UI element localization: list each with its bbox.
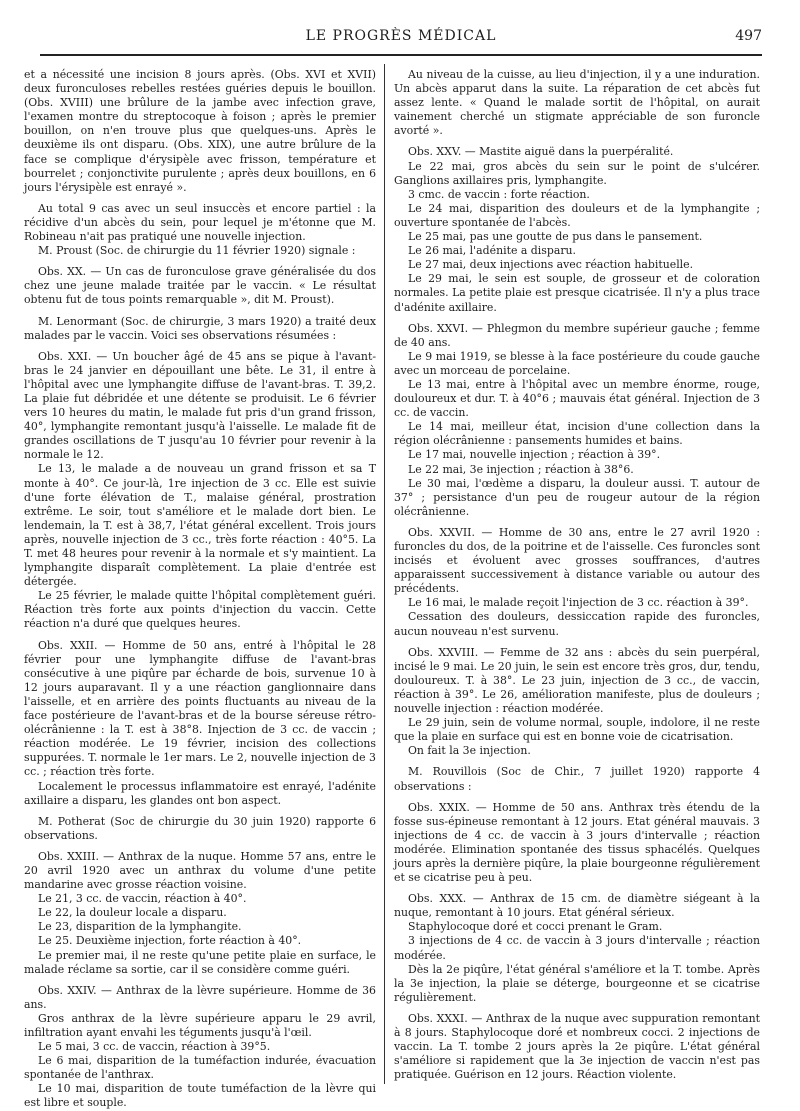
paragraph: Le 5 mai, 3 cc. de vaccin, réaction à 39°5.	[38, 1040, 271, 1054]
paragraph: Au niveau de la cuisse, au lieu d'injection, il y a une induration. Un abcès apparut dans la suite. La réparation de cet abcès fut assez lente. « Quand le malade sortit de l'hôpital, on aurait vainement cherché un stigmate appréciable de son furoncle avorté ».	[394, 68, 760, 138]
paragraph: Obs. XXVIII. — Femme de 32 ans : abcès du sein puerpéral, incisé le 9 mai. Le 20 juin, le sein est encore très gros, dur, tendu, douloureux. T. à 38°. Le 23 juin, injection de 3 cc., de vaccin, réaction à 39°. Le 26, amélioration manifeste, plus de douleurs ; nouvelle injection : réaction modérée.	[394, 645, 760, 716]
paragraph: Le 22 mai, gros abcès du sein sur le point de s'ulcérer. Ganglions axillaires pris, lymphangite.	[394, 159, 760, 187]
page-header	[40, 28, 762, 50]
paragraph: Le 9 mai 1919, se blesse à la face postérieure du coude gauche avec un morceau de porcelaine.	[394, 349, 760, 377]
paragraph: Localement le processus inflammatoire est enrayé, l'adénite axillaire a disparu, les glandes ont bon aspect.	[24, 779, 376, 807]
paragraph: Obs. XX. — Un cas de furonculose grave généralisée du dos chez une jeune malade traitée par le vaccin. « Le résultat obtenu fut de tous points remarquable », dit M. Proust).	[24, 265, 376, 307]
paragraph: Obs. XXIII. — Anthrax de la nuque. Homme 57 ans, entre le 20 avril 1920 avec un anthrax du volume d'une petite mandarine avec grosse réaction voisine.	[24, 849, 376, 892]
paragraph: Le 13, le malade a de nouveau un grand frisson et sa T monte à 40°. Ce jour-là, 1re injection de 3 cc. Elle est suivie d'une forte élévation de T., malaise général, prostration extrême. Le soir, tout s'améliore et le malade dort bien. Le lendemain, la T. est à 38,7, l'état général excellent. Trois jours après, nouvelle injection de 3 cc., très forte réaction : 40°5. La T. met 48 heures pour revenir à la normale et s'y maintient. La lymphangite disparaît complètement. La plaie d'entrée est détergée.	[24, 462, 376, 589]
paragraph: Gros anthrax de la lèvre supérieure apparu le 29 avril, infiltration ayant envahi les téguments jusqu'à l'œil.	[24, 1011, 376, 1039]
paragraph: Le 26 mai, l'adénite a disparu.	[408, 244, 576, 258]
paragraph: Le 27 mai, deux injections avec réaction habituelle.	[408, 258, 694, 272]
page-number: 497	[735, 28, 762, 44]
paragraph: Le 21, 3 cc. de vaccin, réaction à 40°.	[38, 892, 247, 906]
paragraph: Obs. XXXI. — Anthrax de la nuque avec suppuration remontant à 8 jours. Staphylocoque doré et nombreux cocci. 2 injections de vaccin. La T. tombe 2 jours après la 2e piqûre. L'état général s'améliore si rapidement que la 3e injection de vaccin n'est pas pratiquée. Guérison en 12 jours. Réaction violente.	[394, 1011, 760, 1082]
paragraph: Obs. XXIV. — Anthrax de la lèvre supérieure. Homme de 36 ans.	[24, 983, 376, 1011]
paragraph: Obs. XXII. — Homme de 50 ans, entré à l'hôpital le 28 février pour une lymphangite diffuse de l'avant-bras consécutive à une piqûre par écharde de bois, survenue 10 à 12 jours auparavant. Il y a une réaction ganglionnaire dans l'aisselle, et en arrière des points fluctuants au niveau de la face postérieure de l'avant-bras et de la bourse séreuse rétro-olécrânienne : la T. est à 38°8. Injection de 3 cc. de vaccin ; réaction modérée. Le 19 février, incision des collections suppurées. T. normale le 1er mars. Le 2, nouvelle injection de 3 cc. ; réaction très forte.	[24, 638, 376, 779]
paragraph: Le premier mai, il ne reste qu'une petite plaie en surface, le malade réclame sa sortie, car il se considère comme guéri.	[24, 948, 376, 976]
paragraph: Dès la 2e piqûre, l'état général s'améliore et la T. tombe. Après la 3e injection, la plaie se déterge, bourgeonne et se cicatrise régulièrement.	[394, 962, 760, 1004]
right-column	[394, 68, 760, 1082]
paragraph: M. Lenormant (Soc. de chirurgie, 3 mars 1920) a traité deux malades par le vaccin. Voici ses observations résumées :	[24, 314, 376, 342]
paragraph: Cessation des douleurs, dessiccation rapide des furoncles, aucun nouveau n'est survenu.	[394, 610, 760, 638]
paragraph: Le 10 mai, disparition de toute tuméfaction de la lèvre qui est libre et souple.	[24, 1082, 376, 1110]
paragraph: Le 29 mai, le sein est souple, de grosseur et de coloration normales. La petite plaie est presque cicatrisée. Il n'y a plus trace d'adénite axillaire.	[394, 272, 760, 314]
paragraph: Le 25 mai, pas une goutte de pus dans le pansement.	[408, 230, 703, 244]
paragraph: et a nécessité une incision 8 jours après. (Obs. XVI et XVII) deux furonculoses rebelles restées guéries depuis le bouillon. (Obs. XVIII) une brûlure de la jambe avec infection grave, l'examen montre du streptocoque à foison ; après le premier bouillon, on n'en trouve plus que quelques-uns. Après le deuxième ils ont disparu. (Obs. XIX), une autre brûlure de la face se complique d'érysipèle avec frisson, température et bourrelet ; conjonctivite purulente ; après deux bouillons, en 6 jours l'érysipèle est enrayé ».	[24, 68, 376, 194]
left-column	[24, 68, 376, 1111]
paragraph: 3 cmc. de vaccin : forte réaction.	[408, 187, 590, 201]
paragraph: Obs. XXX. — Anthrax de 15 cm. de diamètre siégeant à la nuque, remontant à 10 jours. Etat général sérieux.	[394, 892, 760, 920]
paragraph: Le 16 mai, le malade reçoit l'injection de 3 cc. réaction à 39°.	[408, 596, 749, 610]
paragraph: M. Potherat (Soc de chirurgie du 30 juin 1920) rapporte 6 observations.	[24, 814, 376, 842]
paragraph: M. Proust (Soc. de chirurgie du 11 février 1920) signale :	[38, 244, 356, 258]
paragraph: Le 13 mai, entre à l'hôpital avec un membre énorme, rouge, douloureux et dur. T. à 40°6 ; mauvais état général. Injection de 3 cc. de vaccin.	[394, 377, 760, 420]
header-rule	[40, 54, 762, 56]
journal-title: LE PROGRÈS MÉDICAL	[305, 28, 497, 44]
paragraph: M. Rouvillois (Soc de Chir., 7 juillet 1920) rapporte 4 observations :	[394, 765, 760, 793]
paragraph: 3 injections de 4 cc. de vaccin à 3 jours d'intervalle ; réaction modérée.	[394, 934, 760, 962]
paragraph: Obs. XXVII. — Homme de 30 ans, entre le 27 avril 1920 : furoncles du dos, de la poitrine et de l'aisselle. Ces furoncles sont incisés et évoluent avec grosses souffrances, d'autres apparaissent successivement à distance variable ou autour des précédents.	[394, 525, 760, 596]
paragraph: Le 25 février, le malade quitte l'hôpital complètement guéri. Réaction très forte aux points d'injection du vaccin. Cette réaction n'a duré que quelques heures.	[24, 589, 376, 631]
paragraph: Le 25. Deuxième injection, forte réaction à 40°.	[38, 934, 302, 948]
paragraph: Obs. XXIX. — Homme de 50 ans. Anthrax très étendu de la fosse sus-épineuse remontant à 12 jours. Etat général mauvais. 3 injections de 4 cc. de vaccin à 3 jours d'intervalle ; réaction modérée. Elimination spontanée des tissus sphacélés. Quelques jours après la dernière piqûre, la plaie bourgeonne régulièrement et se cicatrise peu à peu.	[394, 800, 760, 885]
paragraph: Le 22 mai, 3e injection ; réaction à 38°6.	[408, 462, 634, 476]
paragraph: Obs. XXI. — Un boucher âgé de 45 ans se pique à l'avant-bras le 24 janvier en dépouillant une bête. Le 31, il entre à l'hôpital avec une lymphangite diffuse de l'avant-bras. T. 39,2. La plaie fut débridée et une détente se produisit. Le 6 février vers 10 heures du matin, le malade fut pris d'un grand frisson, 40°, lymphangite remontant jusqu'à l'aisselle. Le malade fit de grandes oscillations de T jusqu'au 10 février pour revenir à la normale le 12.	[24, 349, 376, 462]
paragraph: Staphylocoque doré et cocci prenant le Gram.	[408, 920, 663, 934]
paragraph: Le 14 mai, meilleur état, incision d'une collection dans la région olécrânienne : pansements humides et bains.	[394, 420, 760, 448]
paragraph: Le 22, la douleur locale a disparu.	[38, 906, 227, 920]
paragraph: Le 6 mai, disparition de la tuméfaction indurée, évacuation spontanée de l'anthrax.	[24, 1054, 376, 1082]
paragraph: Le 24 mai, disparition des douleurs et de la lymphangite ; ouverture spontanée de l'abcès.	[394, 201, 760, 229]
paragraph: Obs. XXVI. — Phlegmon du membre supérieur gauche ; femme de 40 ans.	[394, 321, 760, 349]
paragraph: Le 30 mai, l'œdème a disparu, la douleur aussi. T. autour de 37° ; persistance d'un peu de rougeur autour de la région olécrânienne.	[394, 476, 760, 518]
paragraph: On fait la 3e injection.	[408, 744, 531, 758]
paragraph: Le 23, disparition de la lymphangite.	[38, 920, 242, 934]
paragraph: Le 29 juin, sein de volume normal, souple, indolore, il ne reste que la plaie en surface qui est en bonne voie de cicatrisation.	[394, 716, 760, 744]
paragraph: Obs. XXV. — Mastite aiguë dans la puerpéralité.	[408, 145, 674, 159]
column-divider	[384, 64, 385, 1084]
paragraph: Le 17 mai, nouvelle injection ; réaction à 39°.	[408, 448, 661, 462]
paragraph: Au total 9 cas avec un seul insuccès et encore partiel : la récidive d'un abcès du sein, pour lequel je m'étonne que M. Robineau n'ait pas pratiqué une nouvelle injection.	[24, 201, 376, 244]
